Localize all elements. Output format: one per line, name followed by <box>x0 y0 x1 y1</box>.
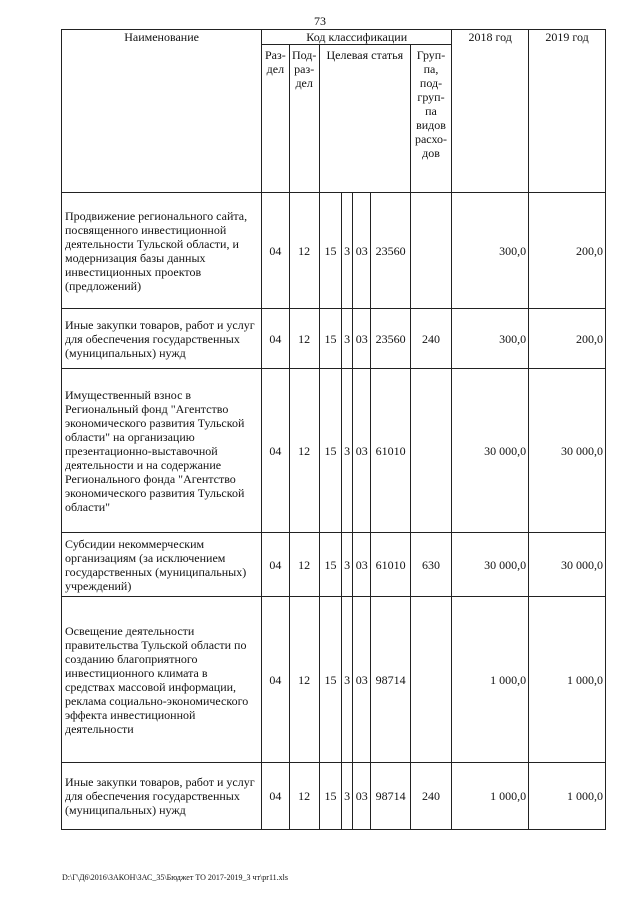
header-section: Раз- дел <box>262 45 289 193</box>
row-section: 04 <box>262 193 289 309</box>
page-number: 73 <box>314 14 326 28</box>
row-expense-group: 240 <box>410 763 451 830</box>
row-target-direction: 61010 <box>371 369 410 533</box>
row-target-direction: 23560 <box>371 309 410 369</box>
row-target-subprogram: 03 <box>353 193 371 309</box>
row-target-direction: 23560 <box>371 193 410 309</box>
row-name: Иные закупки товаров, работ и услуг для обеспечения государственных (муниципальных) нужд <box>62 763 262 830</box>
row-section: 04 <box>262 763 289 830</box>
row-expense-group: 240 <box>410 309 451 369</box>
row-subsection: 12 <box>289 533 319 597</box>
row-target-program: 15 <box>319 309 341 369</box>
row-expense-group <box>410 193 451 309</box>
row-amount-2018: 300,0 <box>452 193 529 309</box>
row-section: 04 <box>262 533 289 597</box>
row-subsection: 12 <box>289 369 319 533</box>
row-name: Иные закупки товаров, работ и услуг для обеспечения государственных (муниципальных) нужд <box>62 309 262 369</box>
row-target-program: 15 <box>319 763 341 830</box>
table-row <box>62 763 606 830</box>
row-amount-2019: 200,0 <box>529 193 606 309</box>
row-subsection: 12 <box>289 309 319 369</box>
header-year-2018: 2018 год <box>452 30 529 193</box>
row-target-type: 3 <box>342 193 353 309</box>
row-name: Освещение деятельности правительства Тульской области по созданию благоприятного инвестиционного климата в средствах массовой информации, реклама социально-экономического эффекта инвестиционной деятельности <box>62 597 262 763</box>
row-section: 04 <box>262 597 289 763</box>
row-target-program: 15 <box>319 533 341 597</box>
row-amount-2019: 1 000,0 <box>529 763 606 830</box>
row-amount-2018: 1 000,0 <box>452 763 529 830</box>
table-row <box>62 193 606 309</box>
row-target-subprogram: 03 <box>353 309 371 369</box>
row-section: 04 <box>262 309 289 369</box>
header-name: Наименование <box>62 30 262 193</box>
row-target-type: 3 <box>342 533 353 597</box>
header-classification-code: Код классификации <box>262 30 452 45</box>
row-target-direction: 98714 <box>371 763 410 830</box>
row-subsection: 12 <box>289 597 319 763</box>
header-subsection: Под- раз- дел <box>289 45 319 193</box>
header-expense-group: Груп- па, под- груп- па видов расхо- дов <box>410 45 451 193</box>
row-target-program: 15 <box>319 193 341 309</box>
header-year-2019: 2019 год <box>529 30 606 193</box>
row-name: Имущественный взнос в Региональный фонд "Агентство экономического развития Тульской области" на организацию презентационно-выставочной деятельности и на содержание Регионального фонда "Агентство экономического развития Тульской области" <box>62 369 262 533</box>
row-target-subprogram: 03 <box>353 369 371 533</box>
row-amount-2019: 30 000,0 <box>529 369 606 533</box>
row-name: Продвижение регионального сайта, посвященного инвестиционной деятельности Тульской области, и модернизация базы данных инвестиционных проектов (предложений) <box>62 193 262 309</box>
row-subsection: 12 <box>289 193 319 309</box>
row-expense-group: 630 <box>410 533 451 597</box>
header-target-article: Целевая статья <box>319 45 410 193</box>
row-section: 04 <box>262 369 289 533</box>
row-target-subprogram: 03 <box>353 533 371 597</box>
row-amount-2018: 30 000,0 <box>452 533 529 597</box>
row-target-type: 3 <box>342 763 353 830</box>
row-target-type: 3 <box>342 597 353 763</box>
row-target-program: 15 <box>319 369 341 533</box>
table-row <box>62 369 606 533</box>
row-target-type: 3 <box>342 309 353 369</box>
row-amount-2019: 30 000,0 <box>529 533 606 597</box>
row-expense-group <box>410 369 451 533</box>
footer-file-path: D:\Г\Д6\2016\ЗАКОН\ЗАС_35\Бюджет ТО 2017-2019_3 чт\pr11.xls <box>62 873 288 882</box>
row-target-subprogram: 03 <box>353 763 371 830</box>
row-amount-2018: 30 000,0 <box>452 369 529 533</box>
row-expense-group <box>410 597 451 763</box>
row-target-type: 3 <box>342 369 353 533</box>
row-amount-2018: 1 000,0 <box>452 597 529 763</box>
table-row <box>62 309 606 369</box>
row-target-program: 15 <box>319 597 341 763</box>
row-amount-2018: 300,0 <box>452 309 529 369</box>
row-amount-2019: 1 000,0 <box>529 597 606 763</box>
row-subsection: 12 <box>289 763 319 830</box>
table-row <box>62 597 606 763</box>
row-target-direction: 61010 <box>371 533 410 597</box>
budget-table <box>61 29 606 830</box>
row-name: Субсидии некоммерческим организациям (за исключением государственных (муниципальных) учреждений) <box>62 533 262 597</box>
table-row <box>62 533 606 597</box>
row-target-direction: 98714 <box>371 597 410 763</box>
row-target-subprogram: 03 <box>353 597 371 763</box>
row-amount-2019: 200,0 <box>529 309 606 369</box>
